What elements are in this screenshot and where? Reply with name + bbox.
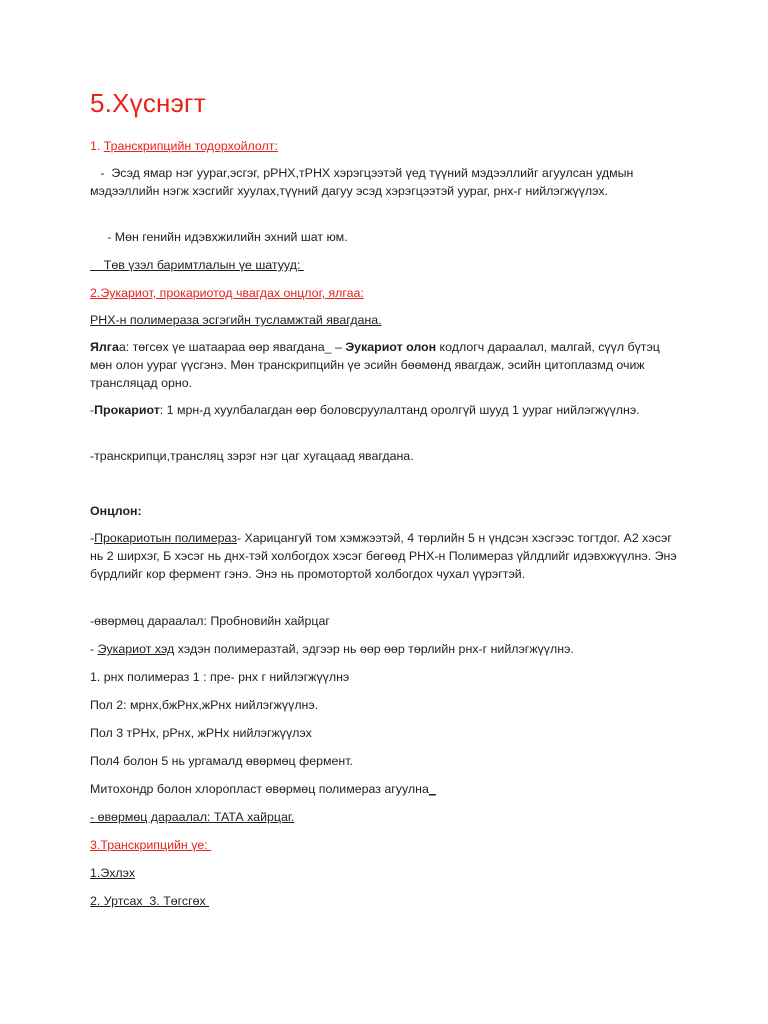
eukaryote-polymerase-text: хэдэн полимеразтай, эдгээр нь өөр өөр төрлийн рнх-г нийлэгжүүлнэ. xyxy=(174,642,574,656)
eukaryote-polymerase-dash: - xyxy=(90,642,98,656)
eukaryote-polymerase-term: Эукариот хэд xyxy=(97,642,175,656)
features-heading: Онцлон: xyxy=(90,504,142,518)
difference-text: а: төгсөх үе шатаараа өөр явагдана xyxy=(118,340,325,354)
prokaryote-polymerase-paragraph xyxy=(90,529,680,583)
section-1-title: Транскрипцийн тодорхойлолт: xyxy=(103,139,278,153)
pribnow-box-note: -өвөрмөц дараалал: Пробновийн хайрцаг xyxy=(90,614,330,628)
prokaryote-bold: Прокариот xyxy=(94,403,160,417)
tata-box-dash: - xyxy=(90,810,98,824)
definition-paragraph: - Эсэд ямар нэг ууpar,эсгэг, рРНХ,тРНХ хэрэгцээтэй үед түүний мэдээллийг агуулсан удмын мэдээллийн нэгж хэсгийг хуулах,түүний дагуу эсэд хэрэгцээтэй уураг, рнх-г нийлэгжүүлэх. xyxy=(90,166,637,198)
central-dogma-stages: Төв үзэл баримтлалын үе шатууд: xyxy=(90,258,304,272)
stage-elongation-termination: 2. Уртсах 3. Төгсгөх xyxy=(90,894,210,908)
polymerase-3-line: Пол 3 тРНх, рРнх, жРНх нийлэгжүүлэх xyxy=(90,726,312,740)
gene-expression-note: - Мөн генийн идэвхжилийн эхний шат юм. xyxy=(90,230,348,244)
polymerase-1-line: 1. рнх полимераз 1 : пре- рнх г нийлэгжүүлнэ xyxy=(90,670,350,684)
prokaryote-dash: - xyxy=(90,403,95,417)
stage-initiation: 1.Эхлэх xyxy=(90,866,136,880)
section-2-heading: 2.Эукариот, прокариотод чвагдах онцлог, ялгаа: xyxy=(90,286,364,300)
mitochondria-line xyxy=(90,780,680,798)
page-title: 5.Хүснэгт xyxy=(90,88,206,118)
simultaneous-note: -транскрипци,трансляц зэрэг нэг цаг хугацаад явагдана. xyxy=(90,449,414,463)
difference-label: Ялга xyxy=(90,340,119,354)
section-3-heading: 3.Транскрипцийн үе: xyxy=(90,838,212,852)
polymerase-4-5-line: Пол4 болон 5 нь ургамалд өвөрмөц фермент. xyxy=(90,754,353,768)
mitochondria-underscore: _ xyxy=(428,782,436,796)
section-1-number: 1. xyxy=(90,139,101,153)
tata-box-note xyxy=(90,808,680,826)
prokaryote-polymerase-term: Прокариотын полимераз xyxy=(94,531,237,545)
mitochondria-text: Митохондр болон хлоропласт өвөрмөц полимераз агуулна xyxy=(90,782,429,796)
difference-paragraph xyxy=(90,338,680,392)
prokaryote-paragraph xyxy=(90,401,680,419)
tata-box-text: өвөрмөц дараалал: ТАТА хайрцаг. xyxy=(97,810,295,824)
eukaryote-bold: Эукариот олон xyxy=(345,340,437,354)
eukaryote-polymerase-paragraph xyxy=(90,640,680,658)
prokaryote-polymerase-dash: - xyxy=(90,531,95,545)
section-1-heading xyxy=(90,137,680,155)
prokaryote-text: : 1 мрн-д хуулбалагдан өөр боловсруулалтанд оролгүй шууд 1 уураг нийлэгжүүлнэ. xyxy=(159,403,640,417)
rna-polymerase-note: РНХ-н полимераза эсгэгийн тусламжтай явагдана. xyxy=(90,313,382,327)
eukaryote-text: кодлогч дараалал, малгай, сүүл бүтэц мөн олон уураг үүсгэнэ. Мөн транскрипцийн үе эсийн бөөмөнд явагдаж, эсийн цитоплазмд очиж трансляцад орно. xyxy=(90,340,660,390)
polymerase-2-line: Пол 2: мрнх,бжРнх,жРнх нийлэгжүүлнэ. xyxy=(90,698,319,712)
prokaryote-polymerase-text: - Харицангуй том хэмжээтэй, 4 төрлийн 5 н үндсэн хэсгээс тогтдог. А2 хэсэг нь 2 ширхэг, Б хэсэг нь днх-тэй холбогдох хэсэг бөгөөд РНХ-н Полимераз үйлдлийг идэвхжүүлнэ. Энэ бүрдлийг кор фермент гэнэ. Энэ нь промотортой холбогдох чухал үүрэгтэй. xyxy=(90,531,677,581)
difference-separator: _ – xyxy=(324,340,346,354)
